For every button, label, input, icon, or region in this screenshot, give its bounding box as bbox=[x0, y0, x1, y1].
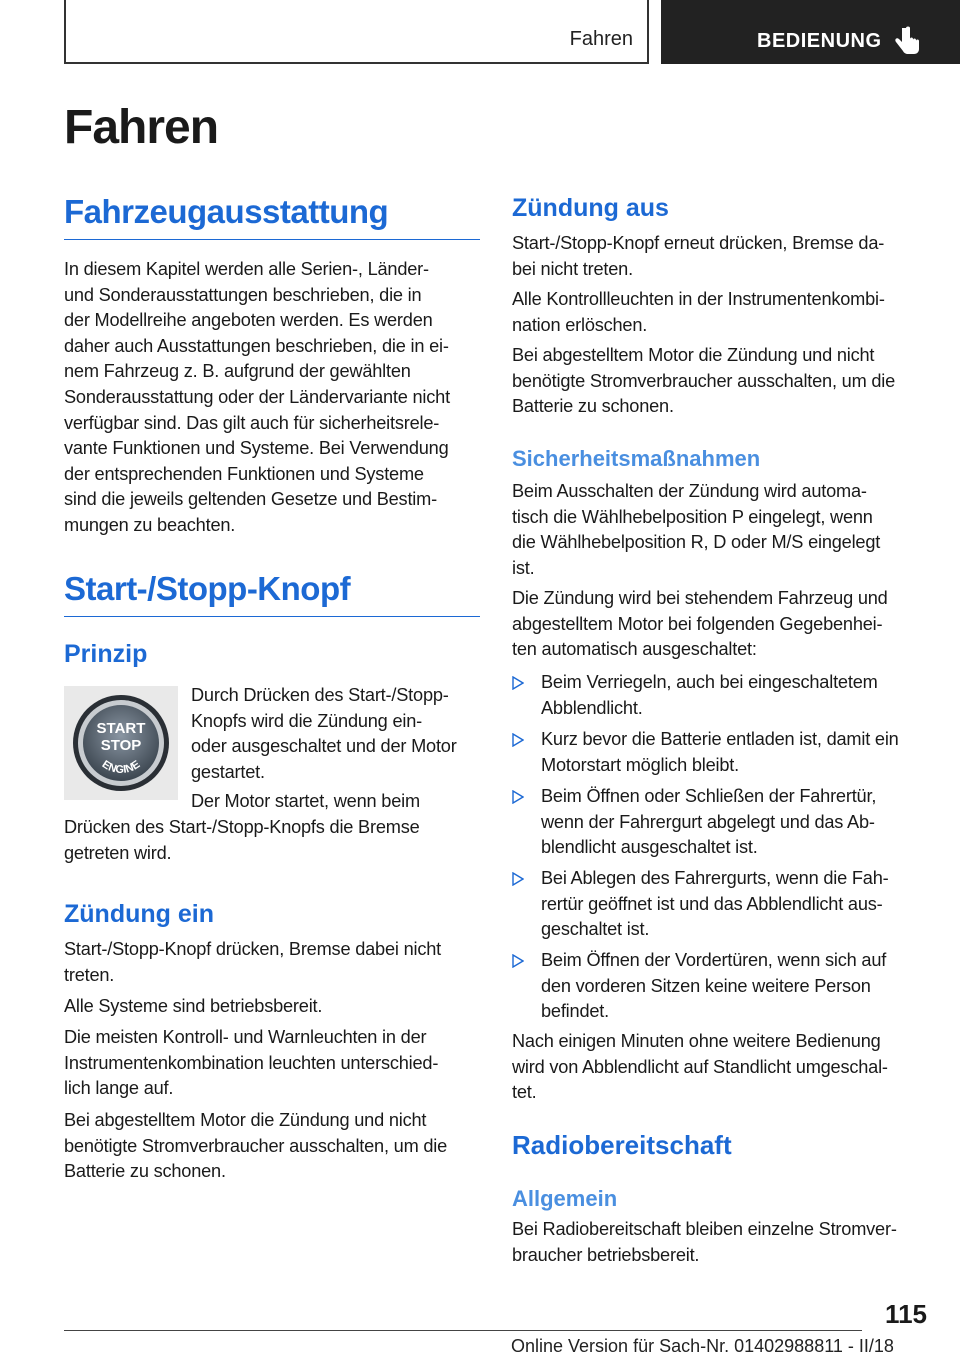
text-line: rertür geöffnet ist und das Abblendlicht aus- bbox=[541, 893, 883, 914]
text-line: Start-/Stopp-Knopf erneut drücken, Bremse da- bbox=[512, 233, 885, 253]
text-line: Beim Verriegeln, auch bei eingeschaltetem bbox=[541, 672, 878, 692]
chapter-title: Fahren bbox=[64, 101, 219, 154]
text-line: sind die jeweils geltenden Gesetze und Bestim- bbox=[64, 489, 437, 510]
bullet-text bbox=[541, 866, 929, 943]
text-line: Bei abgestelltem Motor die Zündung und nicht bbox=[64, 1110, 427, 1130]
text-line: In diesem Kapitel werden alle Serien-, Länder- bbox=[64, 259, 429, 279]
text-line: Abblendlicht. bbox=[541, 697, 643, 718]
heading-start-stopp-knopf: Start-/Stopp-Knopf bbox=[64, 570, 480, 617]
text-line: vante Funktionen und Systeme. Bei Verwendung bbox=[64, 438, 449, 459]
text-line: Bei abgestelltem Motor die Zündung und nicht bbox=[512, 345, 875, 365]
text-line: Batterie zu schonen. bbox=[64, 1161, 226, 1182]
text-line: und Sonderausstattungen beschrieben, die in bbox=[64, 284, 422, 305]
text-line: gestartet. bbox=[191, 761, 265, 782]
text-line: daher auch Ausstattungen beschrieben, die in ei- bbox=[64, 335, 449, 356]
text-line: Alle Systeme sind betriebsbereit. bbox=[64, 996, 323, 1016]
bullet-triangle-icon bbox=[512, 733, 524, 747]
text-line: abgestelltem Motor bei folgenden Gegebenhei- bbox=[512, 613, 883, 634]
footer-online-version: Online Version für Sach-Nr. 01402988811 - II/18 bbox=[511, 1336, 894, 1356]
bullet-triangle-icon bbox=[512, 676, 524, 690]
text-line: Alle Kontrollleuchten in der Instrumentenkombi- bbox=[512, 289, 885, 309]
paragraph-aus-2 bbox=[512, 287, 932, 338]
text-line: oder ausgeschaltet und der Motor bbox=[191, 736, 457, 757]
text-line: mungen zu beachten. bbox=[64, 514, 236, 535]
paragraph-ein-1 bbox=[64, 937, 484, 988]
text-line: Start-/Stopp-Knopf drücken, Bremse dabei nicht bbox=[64, 939, 441, 959]
chapter-tab-label: BEDIENUNG bbox=[757, 30, 882, 52]
text-line: Kurz bevor die Batterie entladen ist, damit ein bbox=[541, 729, 899, 749]
paragraph-ein-3 bbox=[64, 1025, 484, 1102]
bullet-text bbox=[541, 948, 929, 1025]
paragraph-aus-1 bbox=[512, 231, 932, 282]
paragraph-sicherheit-3 bbox=[512, 1029, 932, 1106]
text-line: Motorstart möglich bleibt. bbox=[541, 754, 739, 775]
bullet-triangle-icon bbox=[512, 790, 524, 804]
text-line: blendlicht ausgeschaltet ist. bbox=[541, 837, 758, 858]
text-line: Instrumentenkombination leuchten unterschied- bbox=[64, 1052, 439, 1073]
paragraph-ein-4 bbox=[64, 1108, 484, 1185]
paragraph-radio bbox=[512, 1217, 932, 1268]
heading-allgemein: Allgemein bbox=[512, 1186, 618, 1211]
bullet-triangle-icon bbox=[512, 954, 524, 968]
running-header-label: Fahren bbox=[569, 28, 633, 50]
bullet-text bbox=[541, 784, 929, 861]
text-line: bei nicht treten. bbox=[512, 258, 633, 279]
text-line: die Wählhebelposition R, D oder M/S eingelegt bbox=[512, 532, 881, 553]
text-line: Beim Ausschalten der Zündung wird automa- bbox=[512, 481, 867, 501]
text-line: benötigte Stromverbraucher ausschalten, um die bbox=[64, 1135, 448, 1156]
bullet-text bbox=[541, 727, 929, 778]
text-line: getreten wird. bbox=[64, 842, 172, 863]
heading-radiobereitschaft: Radiobereitschaft bbox=[512, 1130, 732, 1160]
heading-zuendung-aus: Zündung aus bbox=[512, 194, 669, 222]
text-line: nation erlöschen. bbox=[512, 314, 648, 335]
hand-pointer-icon bbox=[893, 26, 923, 56]
paragraph-ein-2 bbox=[64, 994, 484, 1020]
text-line: wenn der Fahrergurt abgelegt und das Ab- bbox=[541, 811, 875, 832]
heading-sicherheitsmassnahmen: Sicherheitsmaßnahmen bbox=[512, 446, 761, 471]
button-engine-text: ENGINE bbox=[99, 758, 143, 777]
text-line: der entsprechenden Funktionen und Systeme bbox=[64, 463, 424, 484]
text-line: verfügbar sind. Das gilt auch für sicherheitsrele- bbox=[64, 412, 440, 433]
paragraph-sicherheit-2 bbox=[512, 586, 932, 663]
start-stop-button-image bbox=[64, 686, 178, 800]
text-line: Sonderausstattung oder der Ländervariante nicht bbox=[64, 386, 450, 407]
paragraph-aus-3 bbox=[512, 343, 932, 420]
bullet-triangle-icon bbox=[512, 872, 524, 886]
text-line: Drücken des Start-/Stopp-Knopfs die Bremse bbox=[64, 817, 420, 837]
running-header-section bbox=[64, 0, 649, 64]
text-line: wird von Abblendlicht auf Standlicht umgeschal- bbox=[512, 1056, 888, 1077]
text-line: der Modellreihe angeboten werden. Es werden bbox=[64, 310, 433, 331]
text-line: Bei Ablegen des Fahrergurts, wenn die Fah- bbox=[541, 868, 889, 888]
text-line: nem Fahrzeug z. B. aufgrund der gewählten bbox=[64, 361, 411, 382]
button-start-text: START bbox=[96, 720, 146, 737]
paragraph-prinzip-2a bbox=[191, 789, 491, 815]
text-line: befindet. bbox=[541, 1001, 609, 1022]
text-line: Batterie zu schonen. bbox=[512, 396, 674, 417]
text-line: Knopfs wird die Zündung ein- bbox=[191, 710, 422, 731]
bullet-text bbox=[541, 670, 929, 721]
text-line: tisch die Wählhebelposition P eingelegt, wenn bbox=[512, 506, 873, 527]
paragraph-sicherheit-1 bbox=[512, 479, 932, 581]
text-line: Bei Radiobereitschaft bleiben einzelne Stromver- bbox=[512, 1219, 897, 1239]
paragraph-prinzip-2b bbox=[64, 815, 484, 866]
text-line: ten automatisch ausgeschaltet: bbox=[512, 639, 757, 660]
text-line: den vorderen Sitzen keine weitere Person bbox=[541, 975, 871, 996]
page-number: 115 bbox=[885, 1299, 927, 1329]
text-line: Durch Drücken des Start-/Stopp- bbox=[191, 685, 449, 705]
text-line: lich lange auf. bbox=[64, 1078, 174, 1099]
paragraph-prinzip-1 bbox=[191, 683, 491, 785]
text-line: Die meisten Kontroll- und Warnleuchten in der bbox=[64, 1027, 427, 1047]
footer-rule bbox=[64, 1330, 862, 1331]
text-line: Nach einigen Minuten ohne weitere Bedienung bbox=[512, 1031, 881, 1051]
text-line: treten. bbox=[64, 964, 115, 985]
text-line: Der Motor startet, wenn beim bbox=[191, 791, 420, 811]
heading-zuendung-ein: Zündung ein bbox=[64, 900, 214, 928]
text-line: geschaltet ist. bbox=[541, 919, 650, 940]
text-line: Beim Öffnen oder Schließen der Fahrertür, bbox=[541, 786, 877, 806]
text-line: Die Zündung wird bei stehendem Fahrzeug und bbox=[512, 588, 888, 608]
heading-fahrzeugausstattung: Fahrzeugausstattung bbox=[64, 193, 480, 240]
text-line: ist. bbox=[512, 557, 535, 578]
text-line: braucher betriebsbereit. bbox=[512, 1244, 700, 1265]
text-line: Beim Öffnen der Vordertüren, wenn sich auf bbox=[541, 950, 887, 970]
text-line: benötigte Stromverbraucher ausschalten, um die bbox=[512, 370, 896, 391]
paragraph-ausstattung bbox=[64, 257, 484, 539]
heading-prinzip: Prinzip bbox=[64, 640, 148, 668]
text-line: tet. bbox=[512, 1082, 537, 1103]
button-stop-text: STOP bbox=[100, 737, 142, 754]
